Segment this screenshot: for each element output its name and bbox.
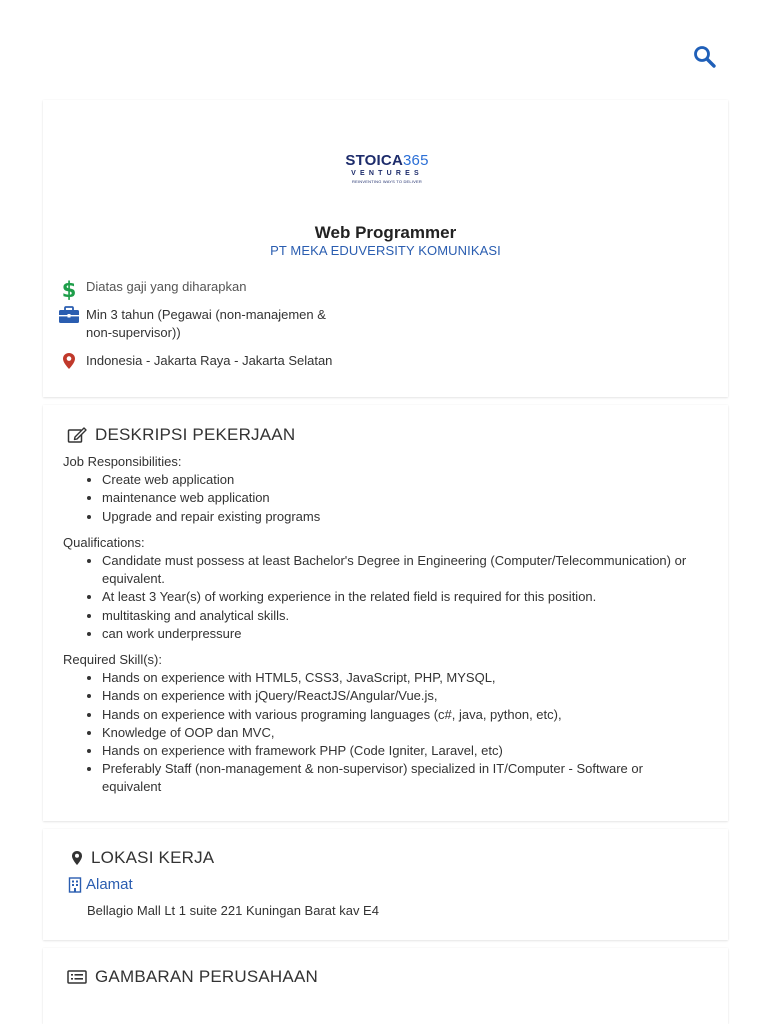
address-text: Bellagio Mall Lt 1 suite 221 Kuningan Barat kav E4 bbox=[87, 903, 379, 918]
description-group bbox=[63, 651, 703, 797]
location-text: Indonesia - Jakarta Raya - Jakarta Selatan bbox=[86, 353, 333, 368]
experience-row bbox=[57, 306, 336, 342]
bullet-list bbox=[102, 471, 703, 526]
group-label: Job Responsibilities: bbox=[63, 454, 182, 469]
description-body bbox=[63, 453, 703, 805]
group-label: Qualifications: bbox=[63, 534, 145, 550]
logo-tagline: REINVENTING WAYS TO DELIVER bbox=[352, 179, 422, 184]
list-item: • Hands on experience with HTML5, CSS3, JavaScript, PHP, MYSQL, bbox=[102, 669, 703, 687]
dollar-icon bbox=[57, 278, 81, 300]
work-location-card bbox=[43, 829, 728, 940]
company-overview-card bbox=[43, 948, 728, 1024]
list-item: • Preferably Staff (non-management & non-supervisor) specialized in IT/Computer - Software or equivalent bbox=[102, 760, 703, 796]
list-item: • maintenance web application bbox=[102, 489, 703, 507]
job-title: Web Programmer bbox=[314, 223, 457, 242]
salary-text: Diatas gaji yang diharapkan bbox=[86, 279, 247, 294]
company-title: GAMBARAN PERUSAHAAN bbox=[95, 967, 318, 986]
company-name[interactable]: PT MEKA EDUVERSITY KOMUNIKASI bbox=[270, 243, 501, 258]
list-item: • Upgrade and repair existing programs bbox=[102, 508, 703, 526]
address-label-row bbox=[68, 876, 133, 893]
briefcase-icon bbox=[57, 306, 81, 324]
map-pin-icon bbox=[71, 850, 83, 866]
location-header bbox=[71, 848, 214, 868]
map-pin-icon bbox=[57, 352, 81, 370]
description-group bbox=[63, 453, 703, 526]
location-row bbox=[57, 352, 336, 370]
logo-text: STOICA bbox=[345, 152, 403, 169]
list-icon bbox=[67, 969, 87, 985]
description-title: DESKRIPSI PEKERJAAN bbox=[95, 425, 296, 444]
job-header-card bbox=[43, 100, 728, 397]
logo-number: 365 bbox=[402, 152, 429, 169]
job-description-card bbox=[43, 405, 728, 821]
description-header bbox=[67, 425, 295, 445]
list-item: • At least 3 Year(s) of working experience in the related field is required for this position. bbox=[102, 588, 703, 606]
list-item: • Candidate must possess at least Bachelor's Degree in Engineering (Computer/Telecommunication) or equivalent. bbox=[102, 552, 703, 588]
group-label: Required Skill(s): bbox=[63, 652, 162, 668]
experience-text: Min 3 tahun (Pegawai (non-manajemen & non-supervisor)) bbox=[86, 307, 326, 340]
list-item: • Hands on experience with jQuery/ReactJS/Angular/Vue.js, bbox=[102, 687, 703, 705]
list-item: • can work underpressure bbox=[102, 625, 703, 643]
company-logo bbox=[341, 153, 433, 187]
bullet-list bbox=[102, 669, 703, 796]
company-header bbox=[67, 967, 318, 987]
logo-subtext: VENTURES bbox=[351, 170, 423, 177]
list-item: • Knowledge of OOP dan MVC, bbox=[102, 724, 703, 742]
edit-icon bbox=[67, 426, 87, 444]
list-item: • multitasking and analytical skills. bbox=[102, 607, 703, 625]
search-icon[interactable] bbox=[692, 44, 718, 70]
building-icon bbox=[68, 877, 82, 893]
bullet-list bbox=[102, 552, 703, 643]
list-item: • Hands on experience with framework PHP (Code Igniter, Laravel, etc) bbox=[102, 742, 703, 760]
svg-text:$: $ bbox=[61, 278, 77, 300]
list-item: • Create web application bbox=[102, 471, 703, 489]
address-label[interactable]: Alamat bbox=[86, 876, 133, 893]
list-item: • Hands on experience with various programing languages (c#, java, python, etc), bbox=[102, 706, 703, 724]
location-title: LOKASI KERJA bbox=[91, 848, 215, 867]
salary-row bbox=[57, 278, 336, 300]
description-group bbox=[63, 534, 703, 643]
